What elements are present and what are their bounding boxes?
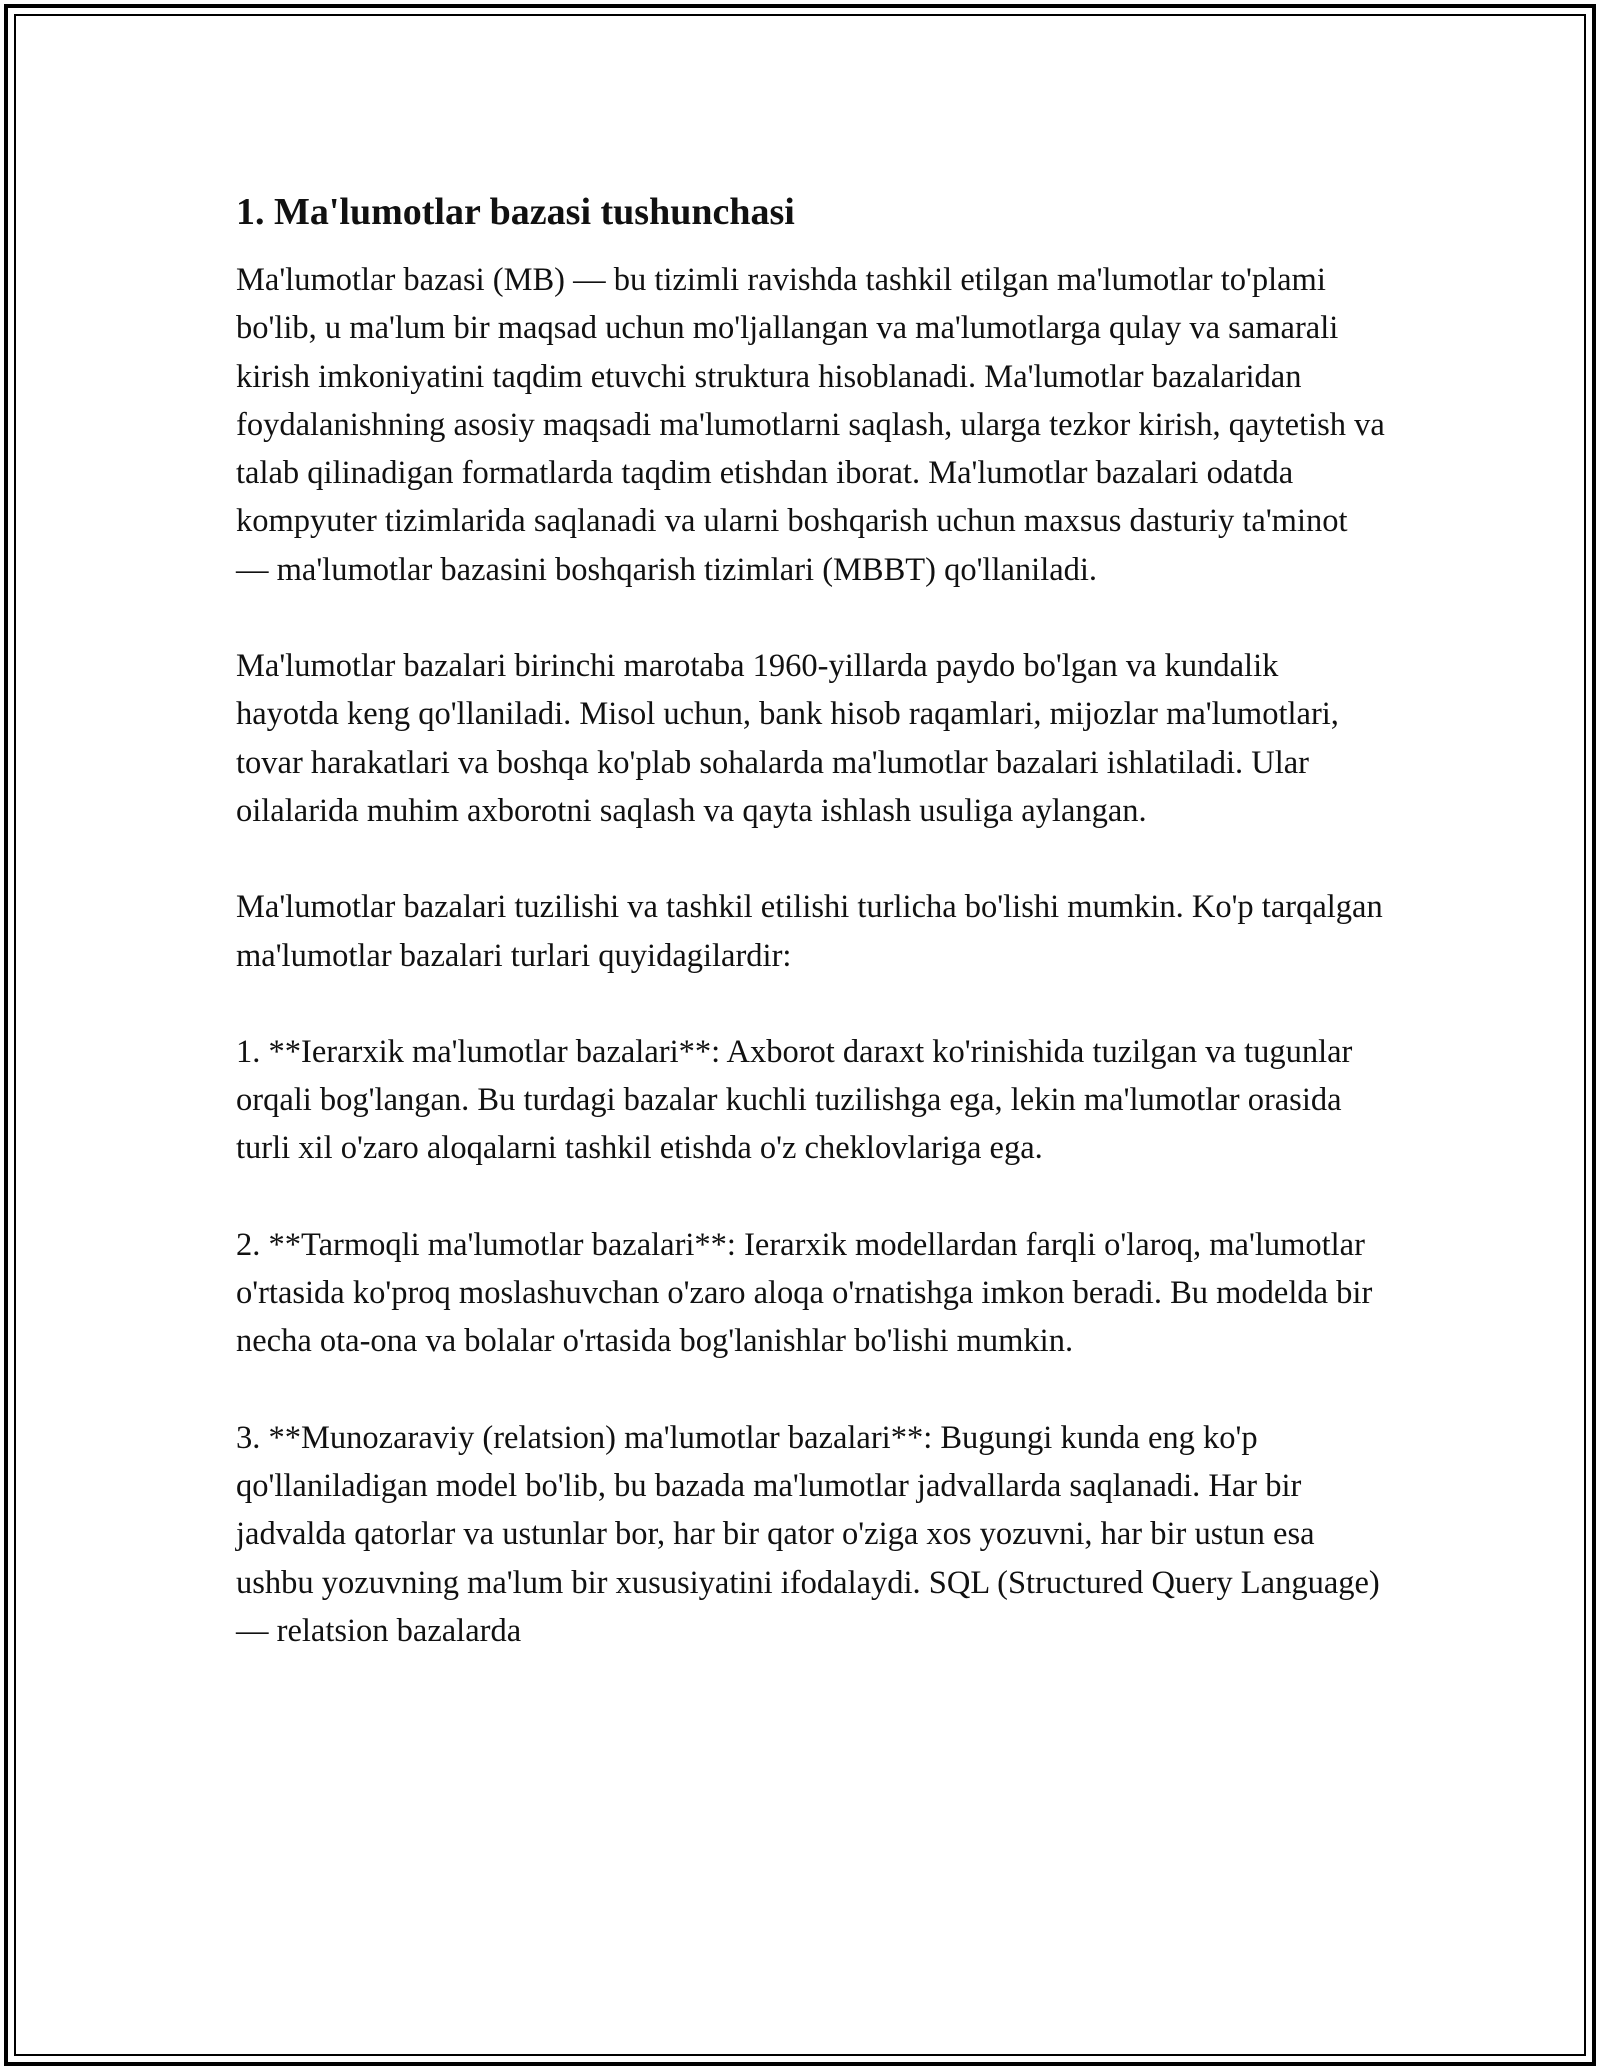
paragraph-types-intro: Ma'lumotlar bazalari tuzilishi va tashkil etilishi turlicha bo'lishi mumkin. Ko'p tarqalgan ma'lumotlar bazalari turlari quyidagilardir:: [236, 889, 1383, 974]
list-item-network: 2. **Tarmoqli ma'lumotlar bazalari**: Ierarxik modellardan farqli o'laroq, ma'lumotlar o'rtasida ko'proq moslashuvchan o'zaro aloqa o'rnatishga imkon beradi. Bu modelda bir necha ota-ona va bolalar o'rtasida bog'lanishlar bo'lishi mumkin.: [236, 1226, 1373, 1360]
paragraph-definition: Ma'lumotlar bazasi (MB) — bu tizimli ravishda tashkil etilgan ma'lumotlar to'plami bo'lib, u ma'lum bir maqsad uchun mo'ljallangan va ma'lumotlarga qulay va samarali kirish imkoniyatini taqdim etuvchi struktura hisoblanadi. Ma'lumotlar bazalaridan foydalanishning asosiy maqsadi ma'lumotlarni saqlash, ularga tezkor kirish, qaytetish va talab qilinadigan formatlarda taqdim etishdan iborat. Ma'lumotlar bazalari odatda kompyuter tizimlarida saqlanadi va ularni boshqarish uchun maxsus dasturiy ta'minot — ma'lumotlar bazasini boshqarish tizimlari (MBBT) qo'llaniladi.: [236, 262, 1385, 588]
list-item-hierarchical: 1. **Ierarxik ma'lumotlar bazalari**: Axborot daraxt ko'rinishida tuzilgan va tugunlar orqali bog'langan. Bu turdagi bazalar kuchli tuzilishga ega, lekin ma'lumotlar orasida turli xil o'zaro aloqalarni tashkil etishda o'z cheklovlariga ega.: [236, 1033, 1353, 1167]
section-heading: 1. Ma'lumotlar bazasi tushunchasi: [236, 191, 795, 233]
list-item-relational: 3. **Munozaraviy (relatsion) ma'lumotlar bazalari**: Bugungi kunda eng ko'p qo'llaniladigan model bo'lib, bu bazada ma'lumotlar jadvallarda saqlanadi. Har bir jadvalda qatorlar va ustunlar bor, har bir qator o'ziga xos yozuvni, har bir ustun esa ushbu yozuvning ma'lum bir xususiyatini ifodalaydi. SQL (Structured Query Language) — relatsion bazalarda: [236, 1419, 1380, 1649]
paragraph-history: Ma'lumotlar bazalari birinchi marotaba 1960-yillarda paydo bo'lgan va kundalik hayotda keng qo'llaniladi. Misol uchun, bank hisob raqamlari, mijozlar ma'lumotlari, tovar harakatlari va boshqa ko'plab sohalarda ma'lumotlar bazalari ishlatiladi. Ular oilalarida muhim axborotni saqlash va qayta ishlash usuliga aylangan.: [236, 648, 1339, 829]
document-content: [236, 188, 1386, 1703]
